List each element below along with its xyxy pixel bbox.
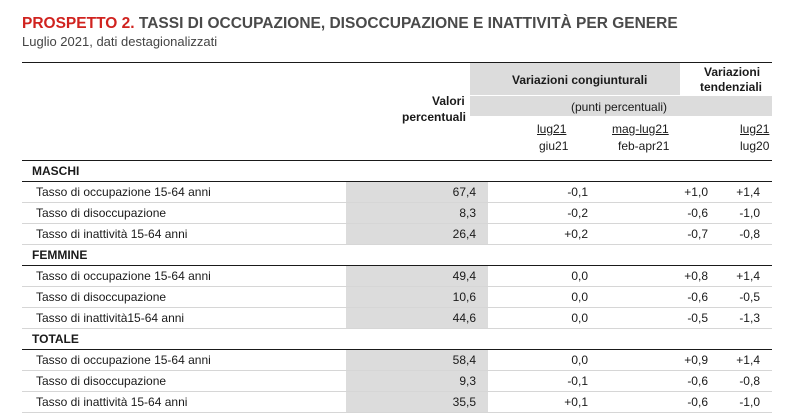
row-c2: -0,6 bbox=[598, 203, 716, 224]
section-row-totale bbox=[22, 329, 772, 350]
header-col2-top: mag-lug21 bbox=[612, 122, 669, 136]
title-prefix: PROSPETTO 2. bbox=[22, 15, 135, 32]
row-label: Tasso di disoccupazione bbox=[22, 287, 346, 308]
table-row bbox=[22, 266, 772, 287]
row-value: 9,3 bbox=[346, 371, 488, 392]
row-c1: -0,2 bbox=[488, 203, 598, 224]
header-congiunturali: Variazioni congiunturali bbox=[512, 73, 648, 87]
row-label: Tasso di inattività 15-64 anni bbox=[22, 224, 346, 245]
row-label: Tasso di inattività 15-64 anni bbox=[22, 392, 346, 413]
row-c2: +0,9 bbox=[598, 350, 716, 371]
table-row bbox=[22, 287, 772, 308]
row-c3: -1,3 bbox=[716, 308, 772, 329]
row-c2: -0,6 bbox=[598, 371, 716, 392]
row-c2: -0,5 bbox=[598, 308, 716, 329]
header-percentuali: percentuali bbox=[402, 110, 467, 124]
row-value: 26,4 bbox=[346, 224, 488, 245]
section-row-femmine bbox=[22, 245, 772, 266]
header-punti: (punti percentuali) bbox=[571, 100, 668, 114]
row-c1: 0,0 bbox=[488, 287, 598, 308]
row-c2: +1,0 bbox=[598, 182, 716, 203]
row-c3: +1,4 bbox=[716, 350, 772, 371]
row-value: 10,6 bbox=[346, 287, 488, 308]
table-row bbox=[22, 308, 772, 329]
row-c3: -0,5 bbox=[716, 287, 772, 308]
table-row bbox=[22, 350, 772, 371]
row-label: Tasso di occupazione 15-64 anni bbox=[22, 266, 346, 287]
row-c3: +1,4 bbox=[716, 266, 772, 287]
row-c3: -0,8 bbox=[716, 224, 772, 245]
row-c1: -0,1 bbox=[488, 371, 598, 392]
section-label: MASCHI bbox=[22, 161, 772, 182]
row-label: Tasso di occupazione 15-64 anni bbox=[22, 182, 346, 203]
row-c1: +0,1 bbox=[488, 392, 598, 413]
row-c2: -0,7 bbox=[598, 224, 716, 245]
row-label: Tasso di disoccupazione bbox=[22, 203, 346, 224]
header-col3-bottom: lug20 bbox=[740, 139, 770, 153]
row-c2: -0,6 bbox=[598, 287, 716, 308]
section-label: TOTALE bbox=[22, 329, 772, 350]
row-c1: -0,1 bbox=[488, 182, 598, 203]
row-label: Tasso di inattività15-64 anni bbox=[22, 308, 346, 329]
row-value: 67,4 bbox=[346, 182, 488, 203]
header-tendenziali-1: Variazioni bbox=[704, 65, 761, 79]
row-value: 35,5 bbox=[346, 392, 488, 413]
title-text: TASSI DI OCCUPAZIONE, DISOCCUPAZIONE E INATTIVITÀ PER GENERE bbox=[138, 15, 678, 32]
row-c3: -1,0 bbox=[716, 392, 772, 413]
row-c2: -0,6 bbox=[598, 392, 716, 413]
row-c3: -0,8 bbox=[716, 371, 772, 392]
row-value: 49,4 bbox=[346, 266, 488, 287]
row-c1: 0,0 bbox=[488, 350, 598, 371]
row-c3: -1,0 bbox=[716, 203, 772, 224]
header-valori: Valori bbox=[432, 94, 465, 108]
section-row-maschi bbox=[22, 161, 772, 182]
table-row bbox=[22, 203, 772, 224]
section-label: FEMMINE bbox=[22, 245, 772, 266]
table-row bbox=[22, 392, 772, 413]
row-c1: +0,2 bbox=[488, 224, 598, 245]
row-label: Tasso di disoccupazione bbox=[22, 371, 346, 392]
header-col1-top: lug21 bbox=[537, 122, 567, 136]
table-row bbox=[22, 182, 772, 203]
header-col3-top: lug21 bbox=[740, 122, 770, 136]
row-c1: 0,0 bbox=[488, 266, 598, 287]
data-table bbox=[22, 160, 772, 413]
page-subtitle: Luglio 2021, dati destagionalizzati bbox=[22, 34, 218, 49]
row-value: 58,4 bbox=[346, 350, 488, 371]
row-c2: +0,8 bbox=[598, 266, 716, 287]
header-col1-bottom: giu21 bbox=[539, 139, 569, 153]
row-value: 44,6 bbox=[346, 308, 488, 329]
row-c3: +1,4 bbox=[716, 182, 772, 203]
header-tendenziali-2: tendenziali bbox=[700, 80, 763, 94]
row-c1: 0,0 bbox=[488, 308, 598, 329]
table-row bbox=[22, 371, 772, 392]
row-value: 8,3 bbox=[346, 203, 488, 224]
table-row bbox=[22, 224, 772, 245]
row-label: Tasso di occupazione 15-64 anni bbox=[22, 350, 346, 371]
page-title bbox=[22, 15, 678, 33]
header-divider bbox=[680, 63, 681, 96]
header-col2-bottom: feb-apr21 bbox=[618, 139, 670, 153]
